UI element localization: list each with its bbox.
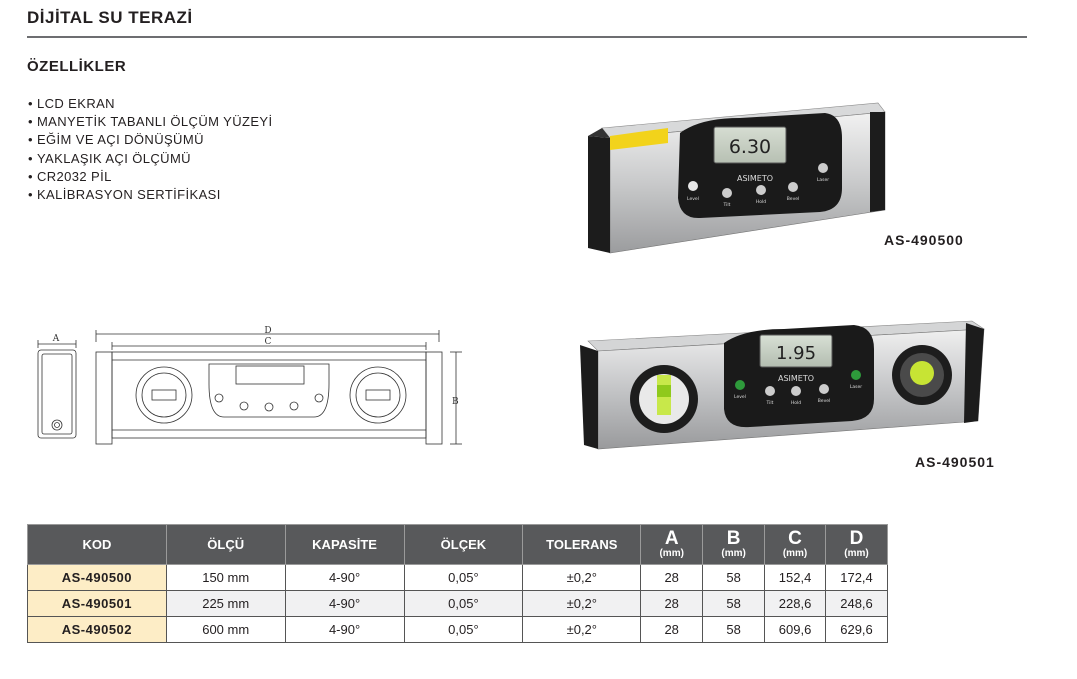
- svg-text:Hold: Hold: [790, 401, 802, 406]
- cell-d: 248,6: [826, 591, 888, 617]
- cell-d: 172,4: [826, 565, 888, 591]
- cell-kapasite: 4-90°: [285, 591, 404, 617]
- cell-kod: AS-490501: [28, 591, 167, 617]
- svg-text:Laser: Laser: [849, 385, 863, 390]
- svg-text:Bevel: Bevel: [817, 399, 831, 404]
- feature-item: • LCD EKRAN: [28, 95, 273, 113]
- svg-text:Level: Level: [687, 197, 699, 202]
- column-header-b: B (mm): [703, 525, 765, 565]
- column-header-tolerans: TOLERANS: [523, 525, 641, 565]
- cell-b: 58: [703, 565, 765, 591]
- cell-olcu: 225 mm: [166, 591, 285, 617]
- cell-kapasite: 4-90°: [285, 565, 404, 591]
- specifications-table: [27, 524, 888, 643]
- dimension-label-b: B: [452, 397, 459, 407]
- product-code-label: AS-490501: [915, 454, 995, 470]
- svg-text:Laser: Laser: [816, 178, 830, 183]
- features-list: [28, 95, 273, 204]
- svg-text:Tilt: Tilt: [766, 401, 774, 406]
- cell-olcek: 0,05°: [404, 591, 523, 617]
- title-divider: [27, 36, 1027, 38]
- cell-olcek: 0,05°: [404, 565, 523, 591]
- cell-olcek: 0,05°: [404, 617, 523, 643]
- svg-text:Hold: Hold: [755, 200, 767, 205]
- cell-a: 28: [641, 591, 703, 617]
- column-header-d: D (mm): [826, 525, 888, 565]
- cell-olcu: 600 mm: [166, 617, 285, 643]
- column-header-kod: KOD: [28, 525, 167, 565]
- column-header-a: A (mm): [641, 525, 703, 565]
- brand-logo: ASIMETO: [777, 374, 815, 383]
- cell-c: 152,4: [765, 565, 826, 591]
- dimension-label-c: C: [264, 337, 272, 347]
- cell-b: 58: [703, 591, 765, 617]
- column-header-olcu: ÖLÇÜ: [166, 525, 285, 565]
- product-code-label: AS-490500: [884, 232, 964, 248]
- column-header-olcek: ÖLÇEK: [404, 525, 523, 565]
- product-photo-as-490500: [580, 98, 900, 258]
- lcd-readout: 6.30: [728, 136, 772, 158]
- product-photo-as-490501: [574, 315, 994, 455]
- svg-text:Tilt: Tilt: [723, 203, 731, 208]
- dimension-label-a: A: [52, 334, 60, 344]
- feature-item: • EĞİM VE AÇI DÖNÜŞÜMÜ: [28, 131, 273, 149]
- cell-olcu: 150 mm: [166, 565, 285, 591]
- dimension-label-d: D: [264, 326, 272, 336]
- table-row: [28, 591, 888, 617]
- cell-tolerans: ±0,2°: [523, 565, 641, 591]
- feature-item: • CR2032 PİL: [28, 168, 273, 186]
- cell-tolerans: ±0,2°: [523, 591, 641, 617]
- table-row: [28, 617, 888, 643]
- cell-kod: AS-490500: [28, 565, 167, 591]
- page-title: DİJİTAL SU TERAZİ: [27, 8, 193, 27]
- dimension-drawing: [24, 322, 464, 454]
- table-row: [28, 565, 888, 591]
- features-heading: ÖZELLİKLER: [27, 58, 127, 75]
- feature-item: • MANYETİK TABANLI ÖLÇÜM YÜZEYİ: [28, 113, 273, 131]
- feature-item: • YAKLAŞIK AÇI ÖLÇÜMÜ: [28, 150, 273, 168]
- cell-b: 58: [703, 617, 765, 643]
- cell-c: 228,6: [765, 591, 826, 617]
- cell-a: 28: [641, 565, 703, 591]
- brand-logo: ASIMETO: [736, 174, 774, 183]
- cell-d: 629,6: [826, 617, 888, 643]
- feature-item: • KALİBRASYON SERTİFİKASI: [28, 186, 273, 204]
- cell-kapasite: 4-90°: [285, 617, 404, 643]
- svg-text:Level: Level: [734, 395, 746, 400]
- svg-text:Bevel: Bevel: [786, 197, 800, 202]
- lcd-readout: 1.95: [775, 343, 817, 364]
- table-header-row: [28, 525, 888, 565]
- cell-c: 609,6: [765, 617, 826, 643]
- column-header-kapasite: KAPASİTE: [285, 525, 404, 565]
- cell-kod: AS-490502: [28, 617, 167, 643]
- cell-tolerans: ±0,2°: [523, 617, 641, 643]
- column-header-c: C (mm): [765, 525, 826, 565]
- cell-a: 28: [641, 617, 703, 643]
